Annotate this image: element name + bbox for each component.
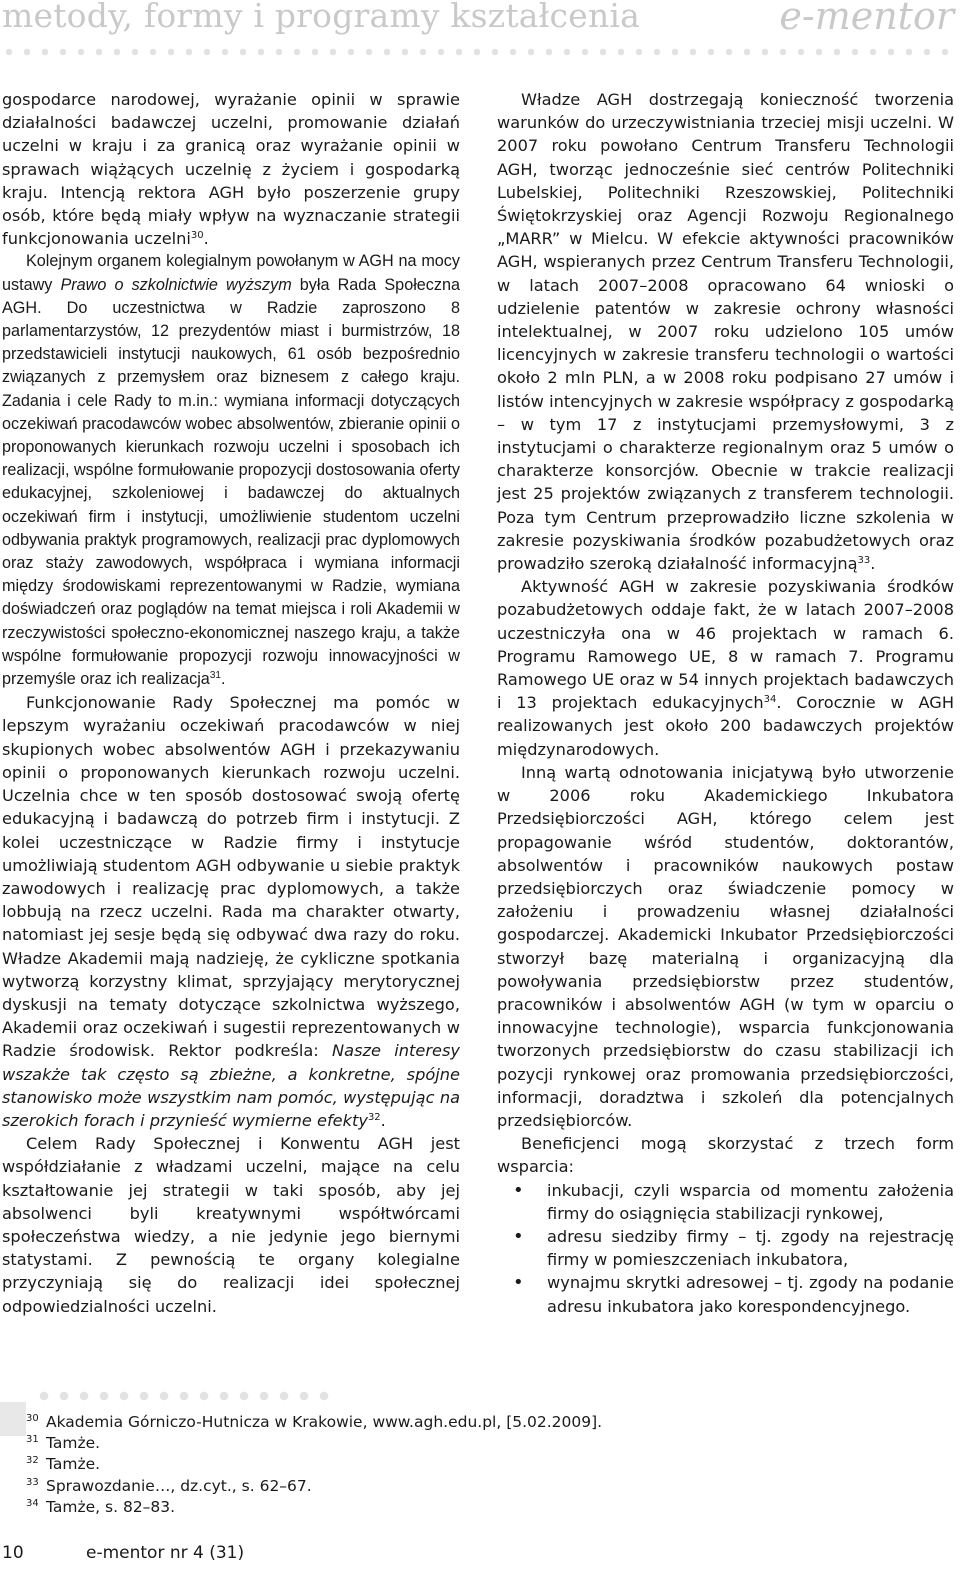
footnote-dot-divider — [34, 1390, 334, 1402]
quote: Nasze interesy wszakże tak często są zbieżne, a konkretne, spójne stanowisko może wszystkim nam pomóc, występując na szerokich forach i przynieść wymierne efekty — [2, 1041, 460, 1130]
footnote: 30 Akademia Górniczo-Hutnicza w Krakowie, www.agh.edu.pl, [5.02.2009]. — [26, 1413, 603, 1431]
logo: e-mentor — [779, 0, 954, 38]
footnote: 31 Tamże. — [26, 1434, 101, 1453]
page-footer — [2, 1543, 244, 1563]
support-forms-list — [497, 1179, 954, 1318]
paragraph: Aktywność AGH w zakresie pozyskiwania środków pozabudżetowych oddaje fakt, że w latach 2007–2008 uczestniczyła ona w 46 projektach w ramach 6. Programu Ramowego UE, 8 w ramach 7. Programu Ramowego UE oraz w 54 innych projektach badawczych i 13 projektach edukacyjnych$^{34}$. Corocznie w AGH realizowanych jest około 200 badawczych projektów międzynarodowych. — [497, 577, 954, 759]
footnote-ref: 33 — [857, 555, 871, 567]
right-column — [497, 88, 954, 1318]
page-number: 10 — [2, 1543, 24, 1563]
list-item: • wynajmu skrytki adresowej – tj. zgody na podanie adresu inkubatora jako korespondencyjnego. — [497, 1271, 954, 1317]
paragraph: Celem Rady Społecznej i Konwentu AGH jest współdziałanie z władzami uczelni, mające na celu kształtowanie jej strategii w taki sposób, aby jej absolwenci byli kreatywnymi współtwórcami społeczeństwa wiedzy, a nie jedynie jego biernymi statystami. Z pewnością te organy kolegialne przyczyniają się do realizacji idei społecznej odpowiedzialności uczelni. — [2, 1134, 460, 1316]
section-title: metody, formy i programy kształcenia — [2, 0, 641, 35]
paragraph: Beneficjenci mogą skorzystać z trzech form wsparcia: — [497, 1134, 954, 1177]
left-column — [2, 88, 460, 1318]
footnote-ref: 32 — [367, 1111, 381, 1123]
list-item: • adresu siedziby firmy – tj. zgody na rejestrację firmy w pomieszczeniach inkubatora, — [497, 1225, 954, 1271]
footnotes — [26, 1412, 726, 1518]
paragraph: Kolejnym organem kolegialnym powołanym w AGH na mocy ustawy Prawo o szkolnictwie wyższym była Rada Społeczna AGH. Do uczestnictwa w Radzie zaproszono 8 parlamentarzystów, 12 prezydentów miast i burmistrzów, 18 przedstawicieli instytucji naukowych, 61 osób bezpośrednio związanych z przemysłem oraz biznesem z całego kraju. Zadania i cele Rady to m.in.: wymiana informacji dotyczących oczekiwań pracodawców wobec absolwentów, zbieranie opinii o proponowanych kierunkach rozwoju uczelni i sposobach ich realizacji, wspólne formułowanie propozycji dostosowania oferty edukacyjnej, szkoleniowej i badawczej do aktualnych oczekiwań firm i instytucji, umożliwienie studentom uczelni odbywania praktyk programowych, realizacji prac dyplomowych oraz staży zawodowych, współpraca i wymiana informacji między środowiskami reprezentowanymi w Radzie, wymiana doświadczeń oraz poglądów na temat miejsca i roli Akademii w rzeczywistości społeczno-ekonomicznej naszego kraju, a także wspólne formułowanie propozycji rozwoju innowacyjności w przemyśle oraz ich realizacja$^{31}$. — [2, 252, 461, 689]
footnote: 32 Tamże. — [26, 1455, 101, 1474]
footnote: 33 Sprawozdanie…, dz.cyt., s. 62–67. — [26, 1476, 312, 1495]
paragraph: gospodarce narodowej, wyrażanie opinii w sprawie działalności badawczej uczelni, promowanie działań uczelni w kraju i za granicą oraz wyrażanie opinii w sprawach wiążących uczelnię z życiem i gospodarką kraju. Intencją rektora AGH było poszerzenie grupy osób, które będą miały wpływ na wyznaczanie strategii funkcjonowania uczelni$^{30}$. — [2, 90, 460, 249]
footnote-ref: 30 — [190, 230, 204, 242]
paragraph: Władze AGH dostrzegają konieczność tworzenia warunków do urzeczywistniania trzeciej misji uczelni. W 2007 roku powołano Centrum Transferu Technologii AGH, tworząc jednocześnie sieć centrów Politechniki Lubelskiej, Politechniki Rzeszowskiej, Politechniki Świętokrzyskiej oraz Agencji Rozwoju Regionalnego „MARR” w Mielcu. W efekcie aktywności pracowników AGH, wspieranych przez Centrum Transferu Technologii, w latach 2007–2008 opracowano 64 wnioski o udzielenie patentów w zakresie ochrony własności intelektualnej, w 2007 roku udzielono 105 umów licencyjnych w zakresie transferu technologii o wartości około 2 mln PLN, a w 2008 roku podpisano 27 umów i listów intencyjnych w zakresie współpracy z gospodarką – w tym 17 z instytucjami przemysłowymi, 3 z instytucjami o charakterze regionalnym oraz 5 umów o charakterze konsorcjów. Obecnie w trakcie realizacji jest 25 projektów związanych z transferem technologii. Poza tym Centrum przeprowadziło liczne szkolenia w zakresie pozyskiwania środków pozabudżetowych oraz prowadziło szeroką działalność informacyjną$^{33}$. — [497, 90, 954, 574]
footnote: 34 Tamże, s. 82–83. — [26, 1497, 176, 1516]
list-item: • inkubacji, czyli wsparcia od momentu założenia firmy do osiągnięcia stabilizacji rynkowej, — [497, 1179, 954, 1225]
journal-issue: e-mentor nr 4 (31) — [86, 1543, 245, 1563]
footnote-ref: 34 — [763, 694, 777, 706]
footnote-marker-block — [0, 1402, 26, 1436]
paragraph: Inną wartą odnotowania inicjatywą było utworzenie w 2006 roku Akademickiego Inkubatora Przedsiębiorczości AGH, którego celem jest propagowanie wśród studentów, doktorantów, absolwentów i pracowników naukowych postaw przedsiębiorczych oraz świadczenie pomocy w założeniu i prowadzeniu własnej działalności gospodarczej. Akademicki Inkubator Przedsiębiorczości stworzył bazę materialną i organizacyjną dla powoływania przedsiębiorstw przez studentów, pracowników i absolwentów AGH (w tym w oparciu o innowacyjne technologie), wsparcia funkcjonowania tworzonych przedsiębiorstw do czasu stabilizacji ich pozycji rynkowej oraz promowania przedsiębiorczości, informacji, doradztwa i szkoleń dla potencjalnych przedsiębiorców. — [497, 762, 954, 1130]
footnote-ref: 31 — [209, 670, 221, 682]
paragraph: Funkcjonowanie Rady Społecznej ma pomóc w lepszym wyrażaniu oczekiwań pracodawców w niej skupionych wobec absolwentów AGH i przekazywaniu opinii o proponowanych kierunkach rozwoju uczelni. Uczelnia chce w ten sposób dostosować swoją ofertę edukacyjną i badawczą do potrzeb firm i instytucji. Z kolei uczestniczące w Radzie firmy i instytucje umożliwiają studentom AGH odbywanie u siebie praktyk zawodowych i realizację prac dyplomowych, a także lobbują na rzecz uczelni. Rada ma charakter otwarty, natomiast jej sesje będą się odbywać dwa razy do roku. Władze Akademii mają nadzieję, że cykliczne spotkania wytworzą korzystny klimat, sprzyjający merytorycznej dyskusji na tematy dotyczące szkolnictwa wyższego, Akademii oraz oczekiwań i sugestii reprezentowanych w Radzie środowisk. Rektor podkreśla: Nasze interesy wszakże tak często są zbieżne, a konkretne, spójne stanowisko może wszystkim nam pomóc, występując na szerokich forach i przynieść wymierne efekty$^{32}$. — [2, 693, 460, 1130]
header-dot-divider — [0, 48, 960, 56]
